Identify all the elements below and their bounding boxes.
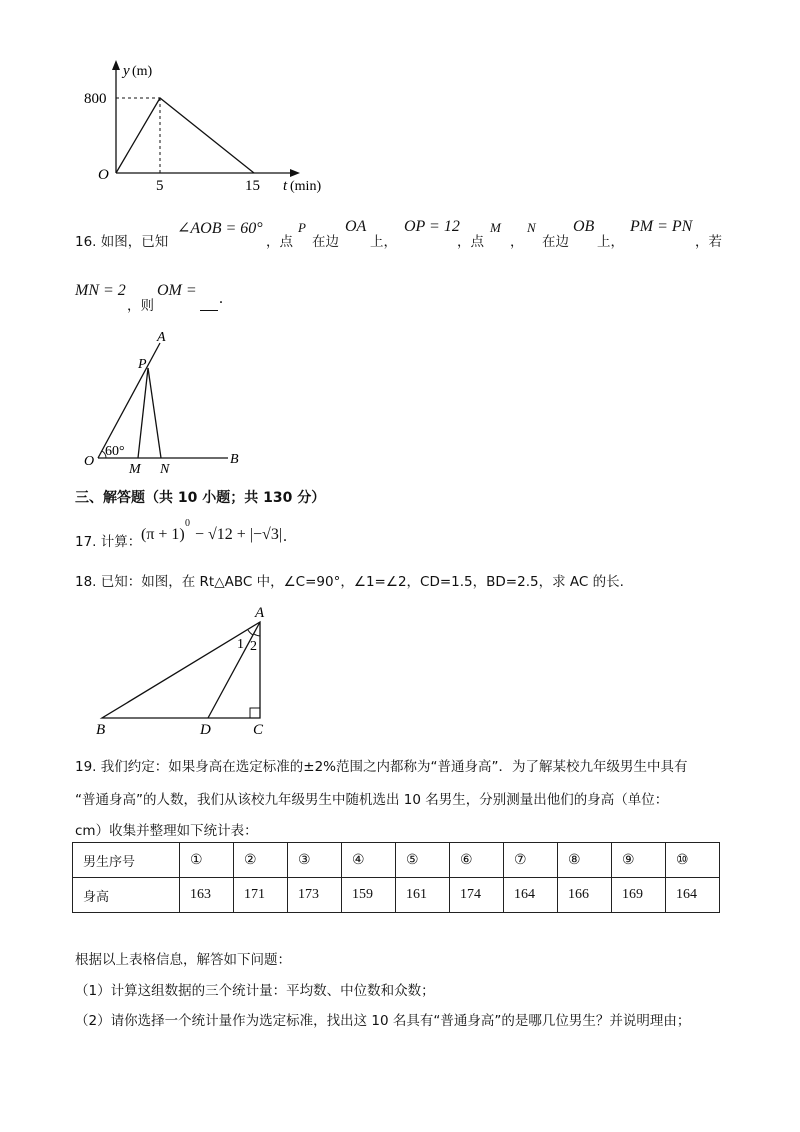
table-cell: ⑤ bbox=[396, 843, 450, 878]
x-axis-unit: (min) bbox=[290, 179, 322, 194]
q16-pmpn: PM = PN bbox=[630, 218, 693, 235]
q17-end: . bbox=[283, 528, 287, 545]
distance-time-graph bbox=[80, 55, 340, 200]
q16-text9: ，则 bbox=[127, 298, 154, 314]
table-header-height: 身高 bbox=[73, 878, 180, 913]
segment-pn bbox=[148, 368, 161, 458]
x-tick-15: 15 bbox=[245, 178, 260, 194]
angle-arc-1 bbox=[248, 630, 253, 635]
table-cell: 164 bbox=[666, 878, 720, 913]
q16-n: N bbox=[527, 220, 536, 235]
q16-om: OM = bbox=[157, 282, 197, 299]
q17-prefix: 17. 计算： bbox=[75, 534, 142, 550]
q16-text3: 上， bbox=[370, 234, 397, 250]
q16-end: . bbox=[219, 290, 223, 307]
table-cell: ⑩ bbox=[666, 843, 720, 878]
table-cell: ③ bbox=[288, 843, 342, 878]
q17-exponent: 0 bbox=[185, 518, 190, 529]
x-tick-5: 5 bbox=[156, 178, 164, 194]
label-angle: 60° bbox=[105, 444, 125, 459]
section-heading: 三、解答题（共 10 小题；共 130 分） bbox=[75, 490, 326, 506]
q16-oa: OA bbox=[345, 218, 367, 235]
q19-part1: （1）计算这组数据的三个统计量：平均数、中位数和众数； bbox=[75, 983, 435, 999]
label-m: M bbox=[129, 462, 141, 475]
segment-ad bbox=[208, 622, 260, 718]
label-o: O bbox=[84, 454, 95, 469]
label-b: B bbox=[96, 722, 106, 738]
table-cell: ② bbox=[234, 843, 288, 878]
table-cell: 164 bbox=[504, 878, 558, 913]
figure-18 bbox=[90, 600, 280, 740]
q16-text6: 在边 bbox=[542, 234, 569, 250]
q19-intro: 根据以上表格信息，解答如下问题： bbox=[75, 952, 291, 968]
height-table bbox=[72, 842, 720, 913]
table-cell: 169 bbox=[612, 878, 666, 913]
q19-line3: cm）收集并整理如下统计表： bbox=[75, 823, 258, 839]
q16-p: P bbox=[298, 220, 306, 235]
q16-ob: OB bbox=[573, 218, 595, 235]
x-axis-arrow bbox=[290, 169, 300, 177]
label-2: 2 bbox=[250, 639, 257, 654]
table-cell: ① bbox=[180, 843, 234, 878]
figure-16 bbox=[80, 325, 250, 475]
table-cell: ⑥ bbox=[450, 843, 504, 878]
q16-text8: ，若 bbox=[695, 234, 722, 250]
q19-line1: 19. 我们约定：如果身高在选定标准的±2%范围之内都称为“普通身高”．为了解某校九年级男生中具有 bbox=[75, 759, 688, 775]
ray-oa bbox=[98, 343, 160, 458]
table-cell: ⑧ bbox=[558, 843, 612, 878]
label-b: B bbox=[230, 452, 239, 467]
label-n: N bbox=[160, 462, 170, 475]
table-cell: 161 bbox=[396, 878, 450, 913]
table-cell: 166 bbox=[558, 878, 612, 913]
q16-text7: 上， bbox=[597, 234, 624, 250]
table-cell: 159 bbox=[342, 878, 396, 913]
label-1: 1 bbox=[237, 637, 244, 652]
table-cell: 171 bbox=[234, 878, 288, 913]
q16-angle: ∠AOB = 60° bbox=[177, 220, 263, 237]
y-tick-label: 800 bbox=[84, 91, 107, 107]
label-a: A bbox=[255, 605, 265, 621]
label-d: D bbox=[200, 722, 211, 738]
label-c: C bbox=[253, 722, 264, 738]
table-row-heights bbox=[73, 878, 720, 913]
table-row-index bbox=[73, 843, 720, 878]
right-angle-mark bbox=[250, 708, 260, 718]
x-axis-label: t bbox=[283, 178, 288, 194]
label-p: P bbox=[138, 357, 147, 372]
y-axis-label: y bbox=[123, 63, 130, 79]
q16-op: OP = 12 bbox=[404, 218, 460, 235]
q18-text: 18. 已知：如图，在 Rt△ABC 中，∠C=90°，∠1=∠2，CD=1.5，BD=2.5，求 AC 的长. bbox=[75, 574, 624, 590]
distance-line bbox=[116, 98, 254, 173]
table-cell: ⑨ bbox=[612, 843, 666, 878]
q16-text5: ， bbox=[510, 234, 524, 250]
table-cell: ④ bbox=[342, 843, 396, 878]
table-cell: ⑦ bbox=[504, 843, 558, 878]
label-a: A bbox=[157, 330, 166, 345]
origin-label: O bbox=[98, 167, 109, 183]
q16-m: M bbox=[490, 220, 501, 235]
angle-arc-2 bbox=[254, 634, 260, 636]
q16-answer-blank[interactable] bbox=[200, 294, 218, 313]
y-axis-arrow bbox=[112, 60, 120, 70]
table-cell: 174 bbox=[450, 878, 504, 913]
q19-line2: “普通身高”的人数，我们从该校九年级男生中随机选出 10 名男生，分别测量出他们的身高（单位： bbox=[75, 792, 669, 808]
q16-text2: 在边 bbox=[312, 234, 339, 250]
table-cell: 163 bbox=[180, 878, 234, 913]
table-header-index: 男生序号 bbox=[73, 843, 180, 878]
q16-text4: ，点 bbox=[457, 234, 484, 250]
table-cell: 173 bbox=[288, 878, 342, 913]
y-axis-unit: (m) bbox=[132, 64, 153, 79]
q16-text1: ，点 bbox=[266, 234, 293, 250]
q16-mn: MN = 2 bbox=[75, 282, 126, 299]
q17-expr-part1: (π + 1) bbox=[141, 526, 185, 543]
q16-number: 16. 如图，已知 bbox=[75, 234, 169, 250]
q19-part2: （2）请你选择一个统计量作为选定标准，找出这 10 名具有“普通身高”的是哪几位男生？并说明理由； bbox=[75, 1013, 691, 1029]
q17-expr-part2: − √12 + |−√3| bbox=[195, 526, 283, 543]
